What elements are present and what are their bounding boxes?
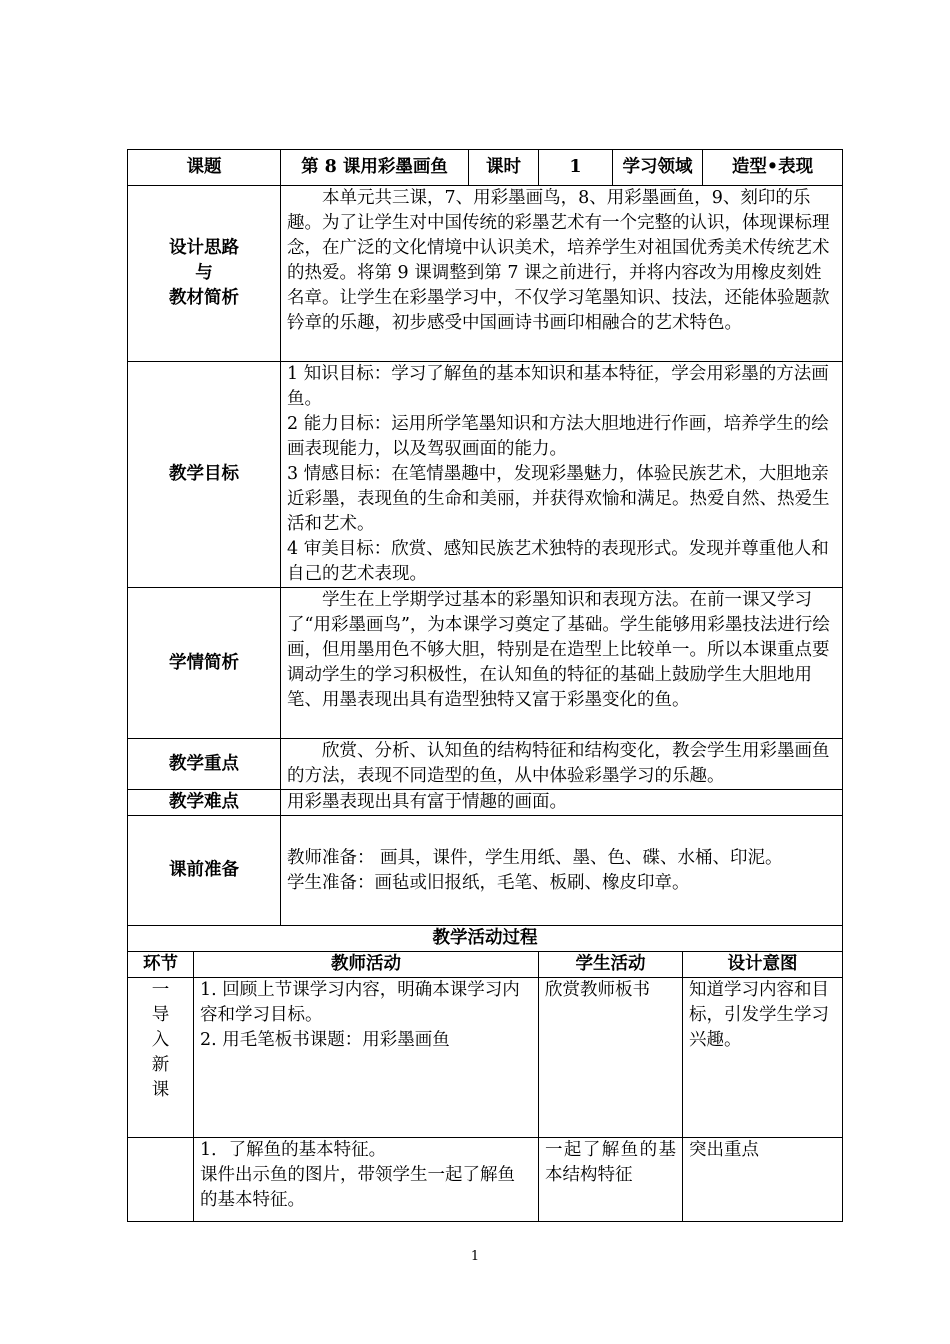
process-row bbox=[128, 978, 843, 1138]
difficulty-label: 教学难点 bbox=[128, 790, 281, 816]
key-point-label: 教学重点 bbox=[128, 739, 281, 790]
stage-label: 一 导 入 新 课 bbox=[151, 980, 170, 1100]
design-intent-cell: 突出重点 bbox=[683, 1138, 843, 1222]
goal-item: 1 知识目标：学习了解鱼的基本知识和基本特征，学会用彩墨的方法画鱼。 bbox=[287, 364, 829, 409]
student-activity-cell: 欣赏教师板书 bbox=[539, 978, 683, 1138]
design-intent-column-header: 设计意图 bbox=[683, 952, 843, 978]
design-text: 本单元共三课，7、用彩墨画鸟，8、用彩墨画鱼，9、刻印的乐趣。为了让学生对中国传统的彩墨艺术有一个完整的认识，体现课标理念，在广泛的文化情境中认识美术，培养学生对祖国优秀美术传统艺术的热爱。将第 9 课调整到第 7 课之前进行，并将内容改为用橡皮刻姓名章。让学生在彩墨学习中，不仅学习笔墨知识、技法，还能体验题款钤章的乐趣，初步感受中国画诗书画印相融合的艺术特色。 bbox=[281, 186, 843, 362]
goals-label: 教学目标 bbox=[128, 362, 281, 588]
goal-item: 3 情感目标：在笔情墨趣中，发现彩墨魅力，体验民族艺术，大胆地亲近彩墨，表现鱼的生命和美丽，并获得欢愉和满足。热爱自然、热爱生活和艺术。 bbox=[287, 464, 830, 534]
preparation-label: 课前准备 bbox=[128, 816, 281, 926]
topic-value: 第 8 课用彩墨画鱼 bbox=[281, 150, 469, 186]
domain-value: 造型•表现 bbox=[703, 150, 843, 186]
teacher-activity-cell: 1．了解鱼的基本特征。 课件出示鱼的图片，带领学生一起了解鱼的基本特征。 bbox=[194, 1138, 539, 1222]
stage-cell bbox=[128, 1138, 194, 1222]
page-number: 1 bbox=[470, 1249, 480, 1264]
design-intent-cell: 知道学习内容和目标，引发学生学习兴趣。 bbox=[683, 978, 843, 1138]
analysis-text: 学生在上学期学过基本的彩墨知识和表现方法。在前一课又学习了“用彩墨画鸟”，为本课学习奠定了基础。学生能够用彩墨技法进行绘画，但用墨用色不够大胆，特别是在造型上比较单一。所以本课重点要调动学生的学习积极性，在认知鱼的特征的基础上鼓励学生大胆地用笔、用墨表现出具有造型独特又富于彩墨变化的鱼。 bbox=[281, 588, 843, 739]
lesson-plan-table bbox=[127, 149, 843, 1222]
domain-label: 学习领域 bbox=[613, 150, 703, 186]
stage-cell bbox=[128, 978, 194, 1138]
design-label: 设计思路 与 教材简析 bbox=[128, 186, 281, 362]
key-point-text: 欣赏、分析、认知鱼的结构特征和结构变化，教会学生用彩墨画鱼的方法，表现不同造型的鱼，从中体验彩墨学习的乐趣。 bbox=[281, 739, 843, 790]
analysis-label: 学情简析 bbox=[128, 588, 281, 739]
teacher-preparation: 教师准备： 画具，课件，学生用纸、墨、色、碟、水桶、印泥。 bbox=[287, 847, 783, 868]
goal-item: 4 审美目标：欣赏、感知民族艺术独特的表现形式。发现并尊重他人和自己的艺术表现。 bbox=[287, 539, 829, 584]
process-row bbox=[128, 1138, 843, 1222]
teacher-activity-cell: 1. 回顾上节课学习内容，明确本课学习内容和学习目标。 2. 用毛笔板书课题：用彩墨画鱼 bbox=[194, 978, 539, 1138]
student-preparation: 学生准备：画毡或旧报纸，毛笔、板刷、橡皮印章。 bbox=[287, 872, 690, 893]
student-activity-column-header: 学生活动 bbox=[539, 952, 683, 978]
student-activity-cell: 一起了解鱼的基本结构特征 bbox=[539, 1138, 683, 1222]
teacher-activity-column-header: 教师活动 bbox=[194, 952, 539, 978]
goals-list bbox=[281, 362, 843, 588]
goal-item: 2 能力目标：运用所学笔墨知识和方法大胆地进行作画，培养学生的绘画表现能力，以及驾驭画面的能力。 bbox=[287, 414, 829, 459]
preparation-content bbox=[281, 816, 843, 926]
stage-column-header: 环节 bbox=[128, 952, 194, 978]
hours-label: 课时 bbox=[469, 150, 539, 186]
topic-label: 课题 bbox=[128, 150, 281, 186]
hours-value: 1 bbox=[539, 150, 613, 186]
difficulty-text: 用彩墨表现出具有富于情趣的画面。 bbox=[281, 790, 843, 816]
process-title: 教学活动过程 bbox=[128, 926, 843, 952]
